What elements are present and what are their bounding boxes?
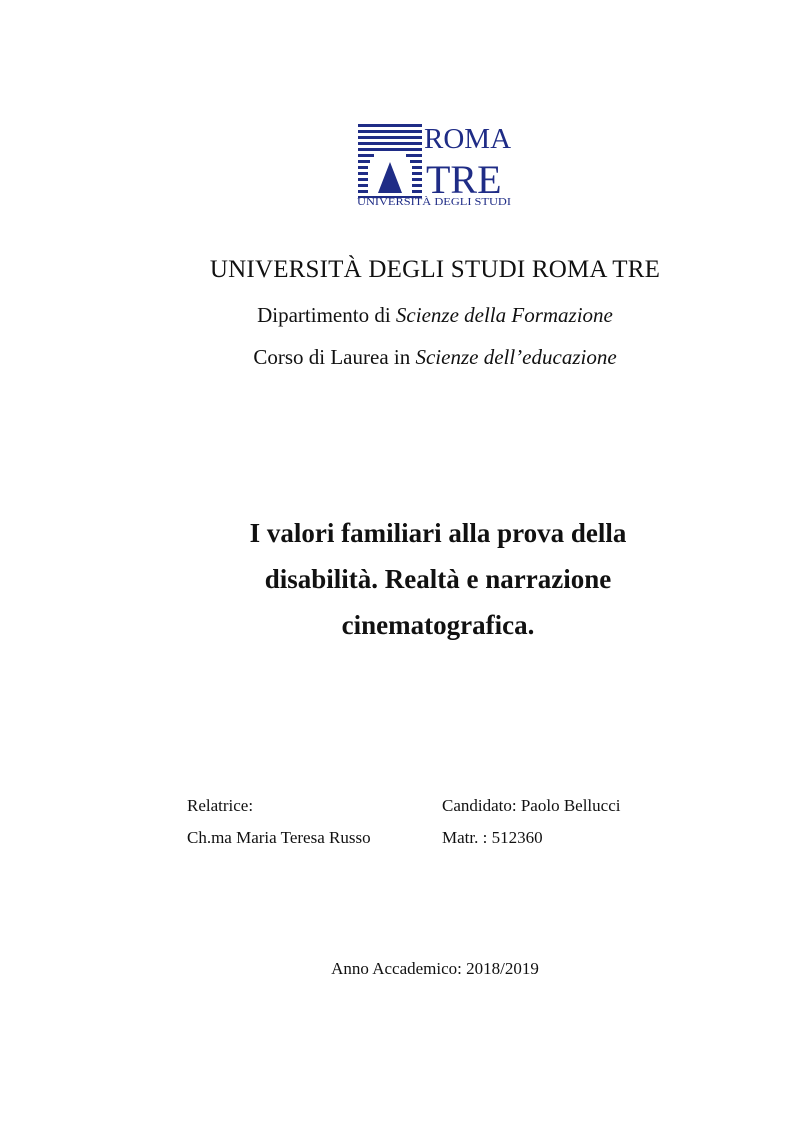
supervisor-label: Relatrice: <box>187 796 254 815</box>
department-line <box>0 303 794 328</box>
roma-tre-logo <box>354 122 514 208</box>
thesis-title-line-1: I valori familiari alla prova della <box>249 518 627 548</box>
university-name: UNIVERSITÀ DEGLI STUDI ROMA TRE <box>209 256 661 283</box>
thesis-title <box>0 510 794 648</box>
logo-universita-text: UNIVERSITÀ DEGLI STUDI <box>357 197 488 208</box>
thesis-title-line-3: cinematografica. <box>341 610 535 640</box>
matriculation-number: Matr. : 512360 <box>442 828 543 847</box>
course-prefix: Corso di Laurea in <box>253 345 411 369</box>
course-line <box>0 345 794 370</box>
candidate-name: Candidato: Paolo Bellucci <box>442 796 621 815</box>
course-name: Scienze dell’educazione <box>415 345 617 369</box>
logo-tre-text: TRE <box>426 157 502 202</box>
supervisor-name: Ch.ma Maria Teresa Russo <box>187 828 371 847</box>
logo-roma-text: ROMA <box>424 123 512 155</box>
department-prefix: Dipartimento di <box>257 303 391 327</box>
academic-year: Anno Accademico: 2018/2019 <box>331 959 539 978</box>
department-name: Scienze della Formazione <box>395 303 613 327</box>
thesis-title-line-2: disabilità. Realtà e narrazione <box>264 564 612 594</box>
